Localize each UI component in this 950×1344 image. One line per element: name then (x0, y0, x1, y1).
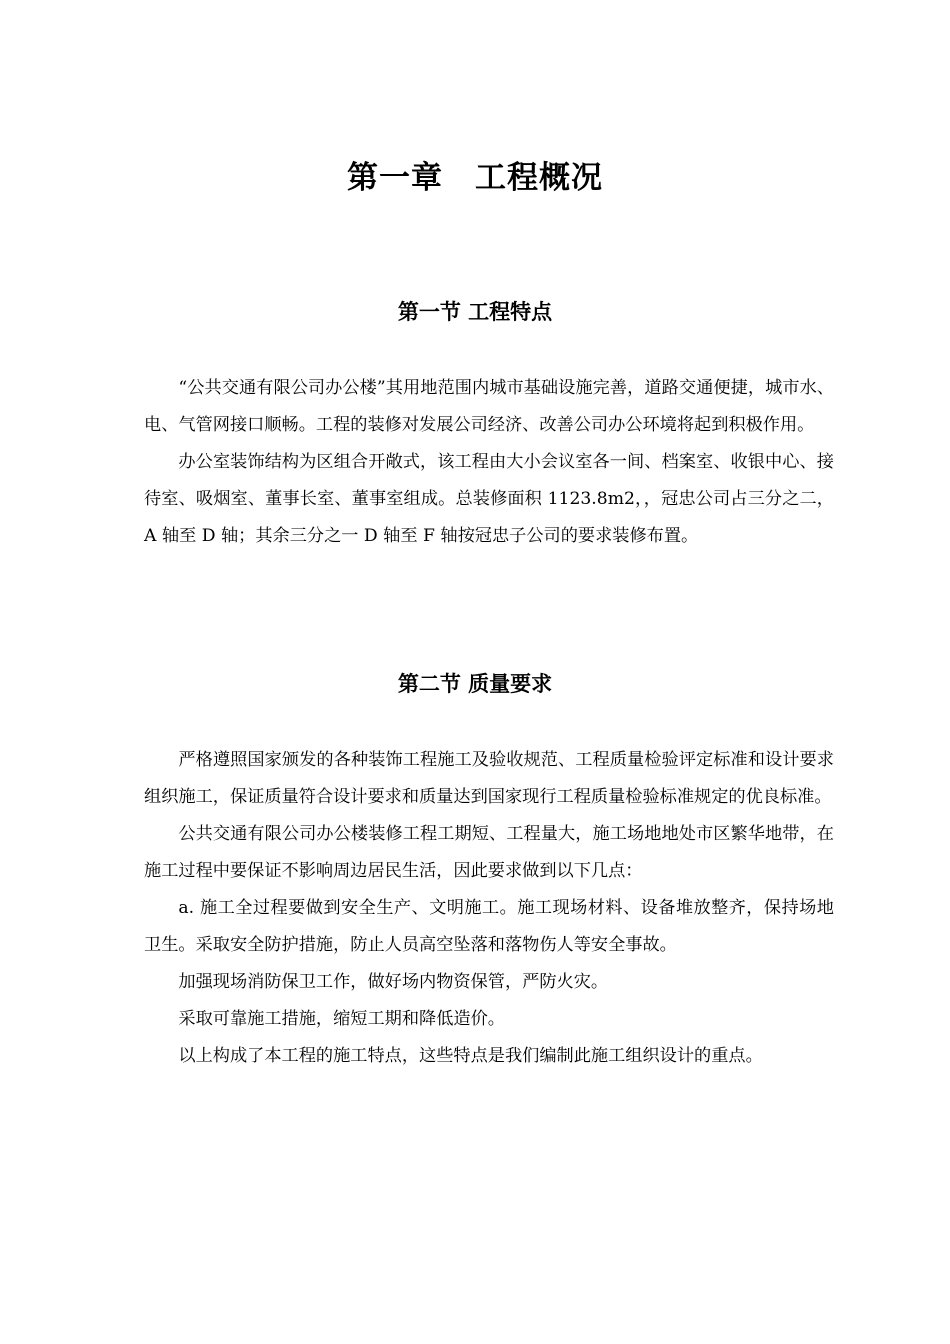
paragraph: 公共交通有限公司办公楼装修工程工期短、工程量大，施工场地地处市区繁华地带，在施工过程中要保证不影响周边居民生活，因此要求做到以下几点： (144, 824, 834, 881)
section-title: 第二节 质量要求 (397, 672, 553, 696)
chapter-title: 第一章 工程概况 (347, 160, 603, 196)
paragraph: 办公室装饰结构为区组合开敞式，该工程由大小会议室各一间、档案室、收银中心、接待室、吸烟室、董事长室、董事室组成。总装修面积 1123.8m2，，冠忠公司占三分之二，A 轴至 D 轴；其余三分之一 D 轴至 F 轴按冠忠子公司的要求装修布置。 (144, 452, 834, 546)
paragraph: 采取可靠施工措施，缩短工期和降低造价。 (178, 1009, 505, 1029)
paragraph: 以上构成了本工程的施工特点，这些特点是我们编制此施工组织设计的重点。 (178, 1046, 763, 1066)
section-body (144, 370, 834, 555)
section-body (144, 742, 834, 1075)
section-title: 第一节 工程特点 (397, 300, 553, 324)
paragraph: “公共交通有限公司办公楼”其用地范围内城市基础设施完善，道路交通便捷，城市水、电、气管网接口顺畅。工程的装修对发展公司经济、改善公司办公环境将起到积极作用。 (144, 378, 834, 435)
paragraph: 加强现场消防保卫工作，做好场内物资保管，严防火灾。 (178, 972, 609, 992)
paragraph: 严格遵照国家颁发的各种装饰工程施工及验收规范、工程质量检验评定标准和设计要求组织施工，保证质量符合设计要求和质量达到国家现行工程质量检验标准规定的优良标准。 (144, 750, 834, 807)
paragraph: a. 施工全过程要做到安全生产、文明施工。施工现场材料、设备堆放整齐，保持场地卫生。采取安全防护措施，防止人员高空坠落和落物伤人等安全事故。 (144, 898, 834, 955)
